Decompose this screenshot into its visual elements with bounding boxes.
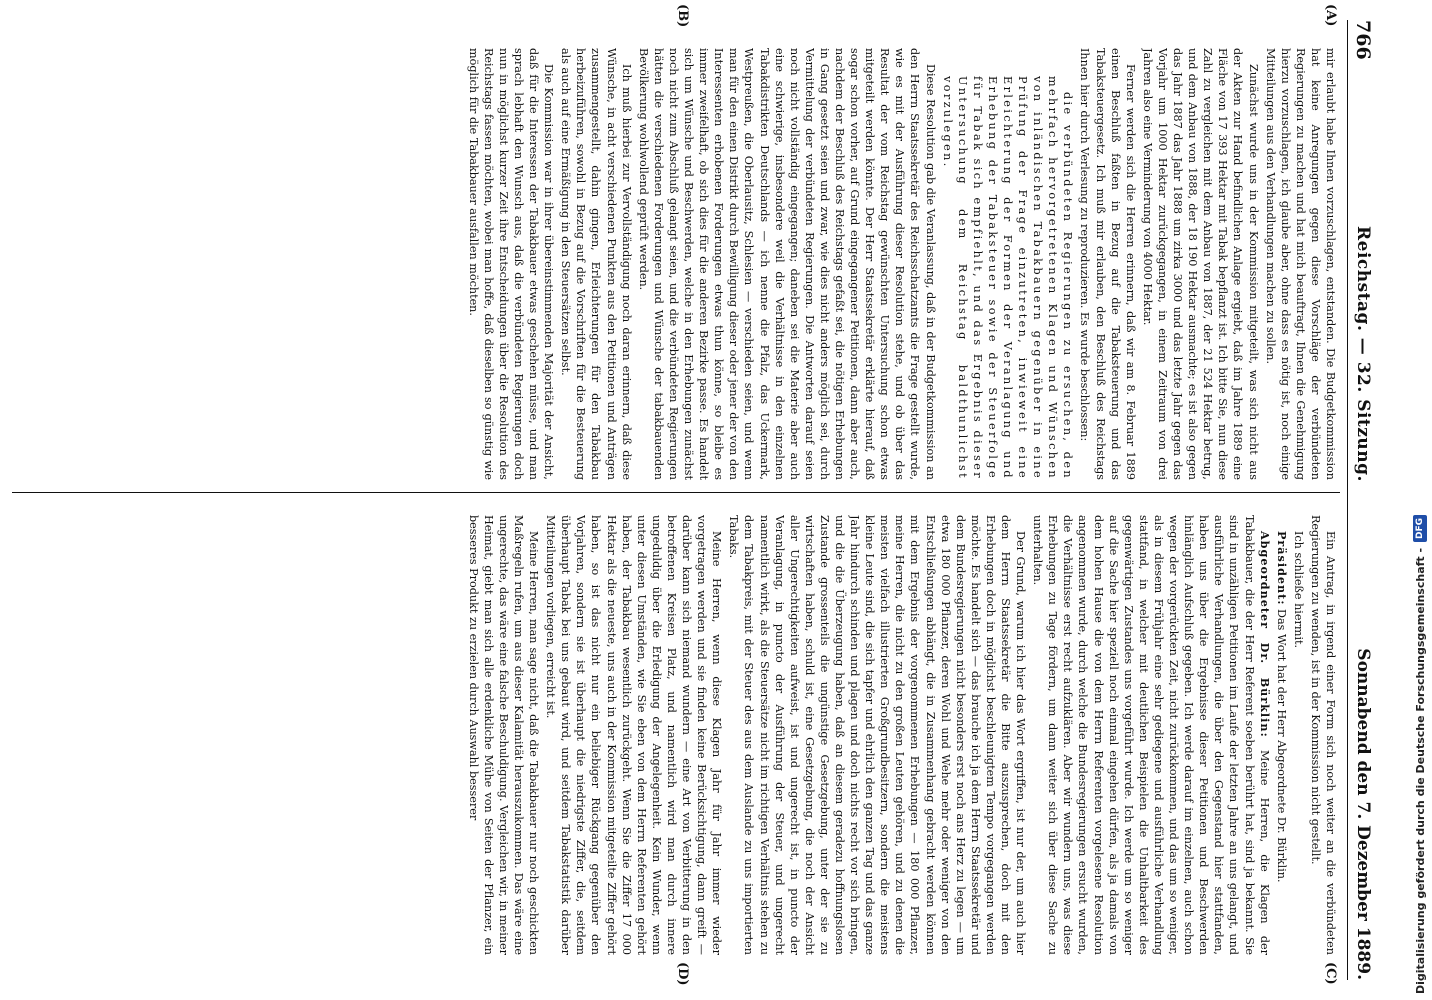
margin-marker-c: (C) (1323, 962, 1338, 985)
paragraph: mir erlaubt habe Ihnen vorzuschlagen, entstanden. Die Budgetkommission hat keine Anregungen gegen diese Vorschläge der verbündeten Regierungen zu machen und hat mich beauftragt, Ihnen die Genehmigung hierzu vorzuschlagen, ich glaube aber, ohne dass es nötig ist, noch einige Mitteilungen aus den Verhandlungen machen zu sollen. (1263, 48, 1337, 480)
margin-marker-a: (A) (1323, 4, 1338, 27)
paragraph: Meine Herren, man sage nicht, daß die Tabakbauer nur noch geschickten Maßregeln rufen, um aus dieser Kalamität herauszukommen. Das wäre eine ungerechte, das wäre eine falsche Beschuldigung. Vergleichen wir, in meiner Heimat, giebt man sich alle erdenkliche Mühe von Seiten der Pflanzer, ein besseres Produkt zu erzielen durch Auswahl besserer (466, 515, 541, 955)
page-title: Reichstag. — 32. Sitzung. (1353, 226, 1373, 482)
footer-text: Digitalisierung gefördert durch die Deutsche Forschungsgemeinschaft - (1413, 547, 1427, 994)
resolution-quote: die verbündeten Regierungen zu ersuchen, den mehrfach hervorgetretenen Klagen und Wünschen von inländischen Tabakbauern gegenüber in eine Prüfung der Frage einzutreten, inwieweit eine Erleichterung der Formen der Veranlagung und Erhebung der Tabaksteuer sowie der Steuerfolge für Tabak sich empfiehlt, und das Ergebnis dieser Untersuchung dem Reichstag baldthunlichst vorzulegen. (940, 76, 1075, 480)
paragraph: Ein Antrag, in irgend einer Form sich noch weiter an die verbündeten Regierungen zu wenden, ist in der Kommission nicht gestellt. (1308, 515, 1337, 955)
page-header (1347, 20, 1378, 980)
page-number: 766 (1352, 20, 1374, 60)
paragraph: Die Kommission war in ihrer übereinstimmenden Majorität der Ansicht, daß für die Interessen der Tabakbauer etwas geschehen müsse, und man sprach lebhaft den Wunsch aus, daß die verbündeten Regierungen doch nun in möglichst kurzer Zeit ihre Entscheidungen über die Resolution des Reichstags fassen möchten, wobei man hoffe, daß dieselben so günstig wie möglich für die Tabakbauer ausfallen möchten. (466, 48, 556, 480)
paragraph: Meine Herren, wenn diese Klagen Jahr für Jahr immer wieder vorgetragen werden und sie finden keine Berücksichtigung, dann greift — darüber kann sich niemand wundern — eine Art von Verbitterung in den betroffenen Kreisen Platz, und namentlich wird man durch innere ungeduldig über die Erledigung der Angelegenheit. Kein Wunder, wenn unter diesen Umständen, wie Sie eben von dem Herrn Referenten gehört haben, der Tabakbau wesentlich zurückgeht. Wenn Sie die Ziffer 17 000 Hektar als die neueste, uns auch in der Kommission mitgeteilte Ziffer gehört haben, so ist das nicht nur ein beliebiger Rückgang gegenüber den Vorjahren, sondern sie ist überhaupt die niedrigste Ziffer, die, seitdem überhaupt Tabak bei uns gebaut wird, und seitdem Tabakstatistik darüber Mitteilungen vorliegen, erreicht ist. (544, 515, 724, 955)
paragraph: Diese Resolution gab die Veranlassung, daß in der Budgetkommission an den Herrn Staatssekretär des Reichsschatzamts die Frage gestellt wurde, wie es mit der Ausführung dieser Resolution stehe, und ob über das Resultat der vom Reichstag gewünschten Untersuchung schon etwas mitgeteilt werden könnte. Der Herr Staatssekretär erklärte hierauf, daß sogar schon vorher, auf Grund eingegangener Petitionen, dann aber auch, nachdem der Beschluß des Reichstags gefaßt sei, die nötigen Erhebungen in Gang gesetzt seien und zwar, wie dies nicht anders möglich sei, durch Vermittelung der verbündeten Regierungen. Die Antworten darauf seien noch nicht vollständig eingegangen; daneben sei die Materie aber auch eine schwierige, insbesondere weil die Verhältnisse in den einzelnen Tabakdistrikten Deutschlands — ich nenne die Pfalz, das Uckermark, Westpreußen, die Oberlausitz, Schlesien — verschieden seien, und wenn man für den einen Distrikt durch Bewilligung dieser oder jener der von den Interessenten erhobenen Forderungen etwas thun könne, so bleibe es immer zweifelhaft, ob sich dies für die anderen Bezirke passe. Es handelt sich um Wünsche und Beschwerden, welche in den Erhebungen zunächst noch nicht zum Abschluß gelangt seien, und die verbündeten Regierungen hätten die verschiedenen Forderungen und Wünsche der tabakbauenden Bevölkerung wohlwollend geprüft werden. (636, 48, 937, 480)
footer-credit (1404, 0, 1432, 1000)
digitization-footer (1400, 0, 1432, 1000)
speaker-text: Meine Herren, die Klagen der Tabakbauer, die der Herr Referent soeben berührt hat, sind ja bekannt. Sie sind in unzähligen Petitionen im Laufe der letzten Jahre an uns gelangt, und ausführliche Verhandlungen, die über den Gegenstand hier stattfanden, haben uns über die Ergebnisse dieser Petitionen und Beschwerden hinlänglich Aufschluß gegeben. Ich werde darauf im einzelnen, auch schon wegen der vorgerückten Zeit, nicht zurückkommen, und das um so weniger, als in diesem Frühjahr eine sehr gediegene und ausführliche Verhandlung stattfand, in welcher mit deutlichen Beispielen die Unhaltbarkeit des gegenwärtigen Zustandes uns vorgeführt wurde. Ich werde um so weniger auf die Sache hier speziell noch einmal eingehen dürfen, als ja damals von dem hohen Hause die von dem Herrn Referenten vorgelesene Resolution angenommen wurde, durch welche die Bundesregierungen ersucht wurden, die Verhältnisse erst recht aufzuklären. Aber wir wundern uns, was diese Erhebungen zu Tage fördern, um dann weiter sich über diese Sache zu unterhalten. (1031, 515, 1271, 955)
speaker-label: Abgeordneter Dr. Bürklin: (1257, 531, 1272, 738)
margin-marker-b: (B) (675, 4, 690, 28)
president-line (1274, 515, 1289, 955)
column-divider (12, 492, 1340, 493)
speech-intro (1030, 515, 1272, 955)
speaker-text: Das Wort hat der Herr Abgeordnete Dr. Bürklin. (1274, 609, 1288, 883)
paragraph: Der Grund, warum ich hier das Wort ergriffen, ist nur der, um auch hier dem Herrn Staatssekretär die Bitte auszusprechen, doch mit den Erhebungen doch in möglichst beschleunigtem Tempo vorgegangen werden möchte. Es handelt sich — das brauche ich ja dem Herrn Staatssekretär und dem Bundesregierungen nicht besonders erst noch ans Herz zu legen — um etwa 180 000 Pflanzer, deren Wohl und Wehe mehr oder weniger von den Entschließungen abhängt, die in Zusammenhang gebracht werden können mit dem Ergebnis der vorgenommenen Erhebungen — 180 000 Pflanzer, meine Herren, die nicht zu den großen Leuten gehören, und zu denen die meisten vielfach illustrierten Großgrundbesitzern, sondern die meistens kleine Leute sind, die sich tapfer und ehrlich den ganzen Tag und das ganze Jahr hindurch schinden und plagen und doch nichts recht vor sich bringen, und die die Überzeugung haben, daß an diesem geradezu hoffnungslosen Zustande grossenteils die ungünstige Gesetzgebung, unter der sie zu wirtschaften haben, schuld ist, eine Gesetzgebung, die noch der Ansicht aller Ungerechtigkeiten aufweist, ist und ungerecht ist, in puncto der Veranlagung, in puncto der Ausführung der Steuer, und ungerecht namentlich wirkt, als die Steuersätze nicht im richtigen Verhältnis stehen zu dem Tabakpreis, mit der Steuer des aus dem Auslande zu uns importierten Tabaks. (727, 515, 1028, 955)
session-date: Sonnabend den 7. Dezember 1889. (1353, 648, 1373, 980)
dfg-logo-icon: DFG (1413, 515, 1427, 542)
left-column (10, 48, 1338, 480)
speaker-label: Präsident: (1274, 531, 1289, 606)
paragraph: Ich muß hierbei zur Vervollständigung noch daran erinnern, daß diese Wünsche, in acht verschiedenen Punkten aus den Petitionen und Anträgen zusammengestellt, dahin gingen, Erleichterungen für den Tabakbau herbeizuführen, sowohl in Bezug auf die Vorschriften für die Besteuerung als auch auf eine Ermäßigung in den Steuersätzen selbst. (559, 48, 633, 480)
paragraph: Zunächst wurde uns in der Kommission mitgeteilt, was sich nicht aus der Akten zur Hand befindlichen Anlage ergiebt, daß im Jahre 1889 eine Fläche von 17 393 Hektar mit Tabak bepflanzt ist. Ich bitte Sie, nun diese Zahl zu vergleichen mit dem Anbau von 1887, der 21 524 Hektar betrug, und dem Anbau von 1888, der 18 190 Hektar ausmachte; es ist also gegen das Jahr 1887 das Jahr 1888 um zirka 3000 und das letzte Jahr gegen das Vorjahr um 1000 Hektar zurückgegangen, in einem Zeitraum von drei Jahren also eine Verminderung von 4000 Hektar. (1140, 48, 1260, 480)
margin-marker-d: (D) (675, 962, 690, 986)
paragraph: Ich schließe hiermit. (1291, 531, 1305, 649)
right-column (10, 515, 1338, 955)
paragraph: Ferner werden sich die Herren erinnern, daß wir am 8. Februar 1889 einen Beschluß faßten in Bezug auf die Tabaksteuerung und das Tabaksteuergesetz. Ich muß mir erlauben, den Beschluß des Reichstags Ihnen hier durch Verlesung zu reproduzieren. Es wurde beschlossen: (1078, 48, 1137, 480)
